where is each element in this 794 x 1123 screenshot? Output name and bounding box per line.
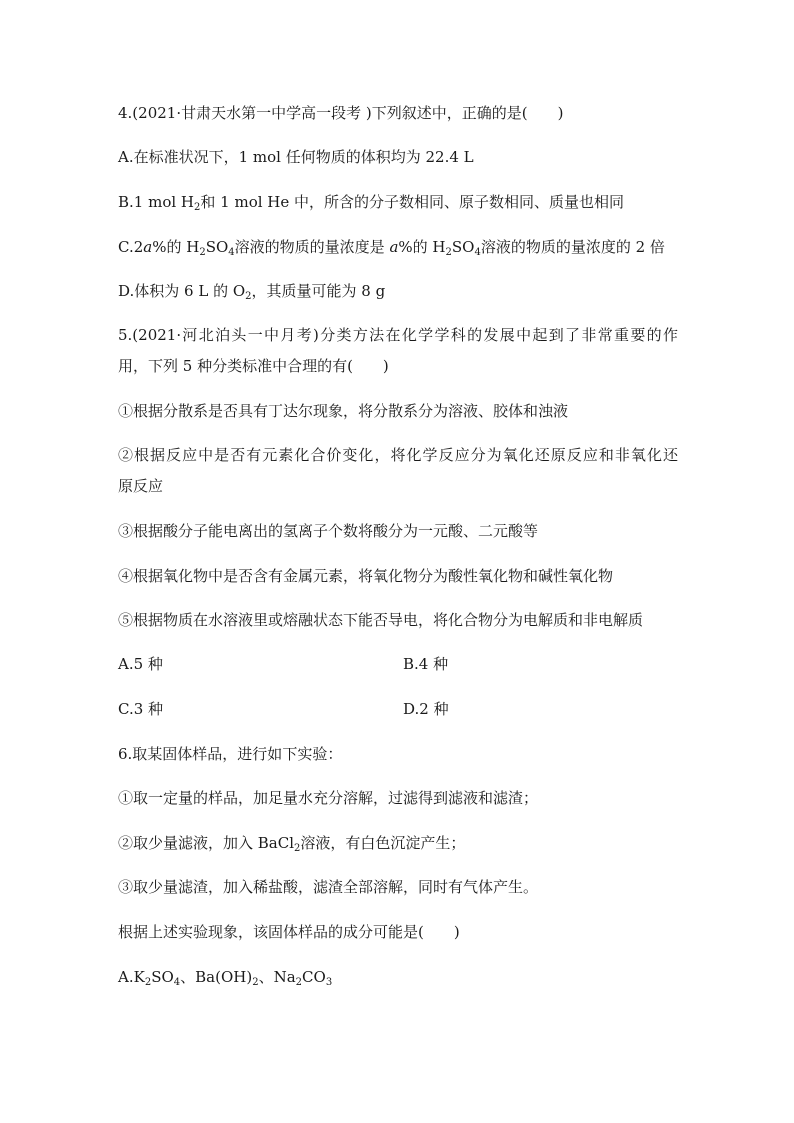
q4-option-a: A.在标准状况下，1 mol 任何物质的体积均为 22.4 L: [118, 148, 474, 166]
q5-item-2-line1: ②根据反应中是否有元素化合价变化，将化学反应分为氧化还原反应和非氧化还: [118, 446, 678, 464]
q5-stem-line2: 用，下列 5 种分类标准中合理的有( ): [118, 357, 389, 375]
q4-option-d: D.体积为 6 L 的 $O_2$，其质量可能为 8 g: [118, 282, 386, 302]
q4-option-b: B.1 mol $H_2$和 1 mol He 中，所含的分子数相同、原子数相同、质量也相同: [118, 193, 625, 213]
q4-option-c: C.2a%的 $H_2SO_4$溶液的物质的量浓度是 a%的 $H_2SO_4$溶液的物质的量浓度的 2 倍: [118, 238, 665, 258]
q5-item-2-line2: 原反应: [118, 477, 164, 495]
q6-step-1: ①取一定量的样品，加足量水充分溶解，过滤得到滤液和滤渣；: [118, 789, 539, 807]
q5-item-5: ⑤根据物质在水溶液里或熔融状态下能否导电，将化合物分为电解质和非电解质: [118, 611, 644, 629]
q4-stem: 4.(2021·甘肃天水第一中学高一段考 )下列叙述中，正确的是( ): [118, 104, 564, 122]
q5-item-1: ①根据分散系是否具有丁达尔现象，将分散系分为溶液、胶体和浊液: [118, 402, 569, 420]
q5-option-c: C.3 种: [118, 700, 164, 718]
q5-option-d: D.2 种: [403, 700, 449, 718]
q6-option-a: $A.K_2SO_4$、$Ba(OH)_2$、$Na_2CO_3$: [118, 968, 333, 988]
q5-stem-line1: 5.(2021·河北泊头一中月考)分类方法在化学学科的发展中起到了非常重要的作: [118, 326, 678, 344]
q5-item-3: ③根据酸分子能电离出的氢离子个数将酸分为一元酸、二元酸等: [118, 522, 539, 540]
q6-stem: 6.取某固体样品，进行如下实验：: [118, 745, 343, 763]
q6-question: 根据上述实验现象，该固体样品的成分可能是( ): [118, 923, 460, 941]
q5-option-a: A.5 种: [118, 655, 163, 673]
q5-option-b: B.4 种: [403, 655, 449, 673]
q6-step-3: ③取少量滤渣，加入稀盐酸，滤渣全部溶解，同时有气体产生。: [118, 878, 539, 896]
q5-item-4: ④根据氧化物中是否含有金属元素，将氧化物分为酸性氧化物和碱性氧化物: [118, 567, 614, 585]
q6-step-2: ②取少量滤液，加入 BaCl$_2$溶液，有白色沉淀产生；: [118, 834, 466, 854]
